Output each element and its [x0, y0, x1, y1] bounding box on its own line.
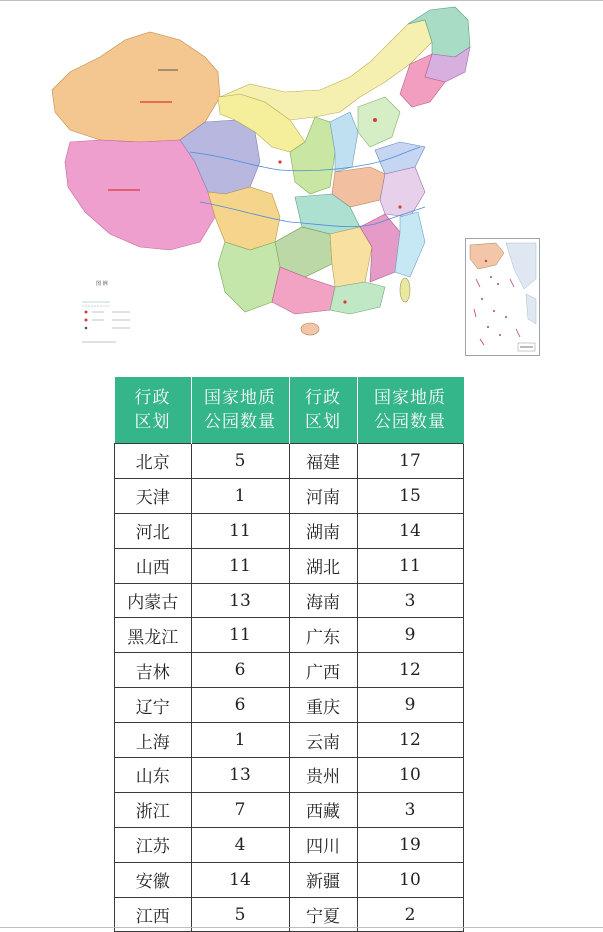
table-row	[115, 618, 464, 653]
count-cell: 19	[357, 827, 463, 862]
region-cell: 北京	[115, 444, 192, 479]
region-cell: 西藏	[289, 792, 357, 827]
count-cell: 11	[191, 548, 289, 583]
header-count-1: 国家地质 公园数量	[191, 377, 289, 444]
count-cell: 12	[357, 653, 463, 688]
header-region-1: 行政 区划	[115, 377, 192, 444]
region-cell: 重庆	[289, 688, 357, 723]
bottom-border	[0, 927, 603, 928]
inset-illustration	[466, 239, 539, 355]
top-border	[0, 0, 603, 1]
header-region-2: 行政 区划	[289, 377, 357, 444]
region-cell: 云南	[289, 723, 357, 758]
region-cell: 湖南	[289, 513, 357, 548]
table-row	[115, 444, 464, 479]
table-row	[115, 723, 464, 758]
table-row	[115, 548, 464, 583]
count-cell: 14	[357, 513, 463, 548]
region-cell: 宁夏	[289, 897, 357, 932]
count-cell: 15	[357, 478, 463, 513]
count-cell: 9	[357, 688, 463, 723]
count-cell: 9	[357, 618, 463, 653]
count-cell: 2	[357, 897, 463, 932]
count-cell: 11	[191, 618, 289, 653]
region-cell: 新疆	[289, 862, 357, 897]
region-cell: 海南	[289, 583, 357, 618]
region-cell: 内蒙古	[115, 583, 192, 618]
table-header-row	[115, 377, 464, 444]
count-cell: 11	[357, 548, 463, 583]
count-cell: 13	[191, 758, 289, 793]
count-cell: 17	[357, 444, 463, 479]
table-row	[115, 792, 464, 827]
table-row	[115, 653, 464, 688]
china-map-illustration	[40, 2, 485, 352]
count-cell: 3	[357, 583, 463, 618]
table-row	[115, 688, 464, 723]
geopark-table	[114, 377, 464, 932]
region-cell: 广东	[289, 618, 357, 653]
region-cell: 辽宁	[115, 688, 192, 723]
count-cell: 3	[357, 792, 463, 827]
region-cell: 山西	[115, 548, 192, 583]
region-cell: 河南	[289, 478, 357, 513]
region-cell: 上海	[115, 723, 192, 758]
count-cell: 6	[191, 653, 289, 688]
region-cell: 天津	[115, 478, 192, 513]
count-cell: 1	[191, 478, 289, 513]
table-row	[115, 478, 464, 513]
count-cell: 5	[191, 444, 289, 479]
count-cell: 13	[191, 583, 289, 618]
count-cell: 7	[191, 792, 289, 827]
table-row	[115, 583, 464, 618]
count-cell: 10	[357, 758, 463, 793]
south-china-sea-inset	[465, 238, 540, 356]
header-count-2: 国家地质 公园数量	[357, 377, 463, 444]
count-cell: 10	[357, 862, 463, 897]
region-cell: 河北	[115, 513, 192, 548]
region-cell: 浙江	[115, 792, 192, 827]
count-cell: 14	[191, 862, 289, 897]
table-row	[115, 827, 464, 862]
region-cell: 福建	[289, 444, 357, 479]
region-cell: 安徽	[115, 862, 192, 897]
count-cell: 12	[357, 723, 463, 758]
region-cell: 江苏	[115, 827, 192, 862]
china-map	[40, 2, 485, 352]
count-cell: 6	[191, 688, 289, 723]
table-row	[115, 513, 464, 548]
region-cell: 湖北	[289, 548, 357, 583]
region-cell: 贵州	[289, 758, 357, 793]
count-cell: 1	[191, 723, 289, 758]
table-row	[115, 862, 464, 897]
count-cell: 5	[191, 897, 289, 932]
map-legend-title: 图 例	[96, 281, 108, 287]
region-cell: 吉林	[115, 653, 192, 688]
region-cell: 黑龙江	[115, 618, 192, 653]
region-cell: 广西	[289, 653, 357, 688]
table-row	[115, 758, 464, 793]
region-cell: 山东	[115, 758, 192, 793]
count-cell: 11	[191, 513, 289, 548]
region-cell: 四川	[289, 827, 357, 862]
count-cell: 4	[191, 827, 289, 862]
region-cell: 江西	[115, 897, 192, 932]
